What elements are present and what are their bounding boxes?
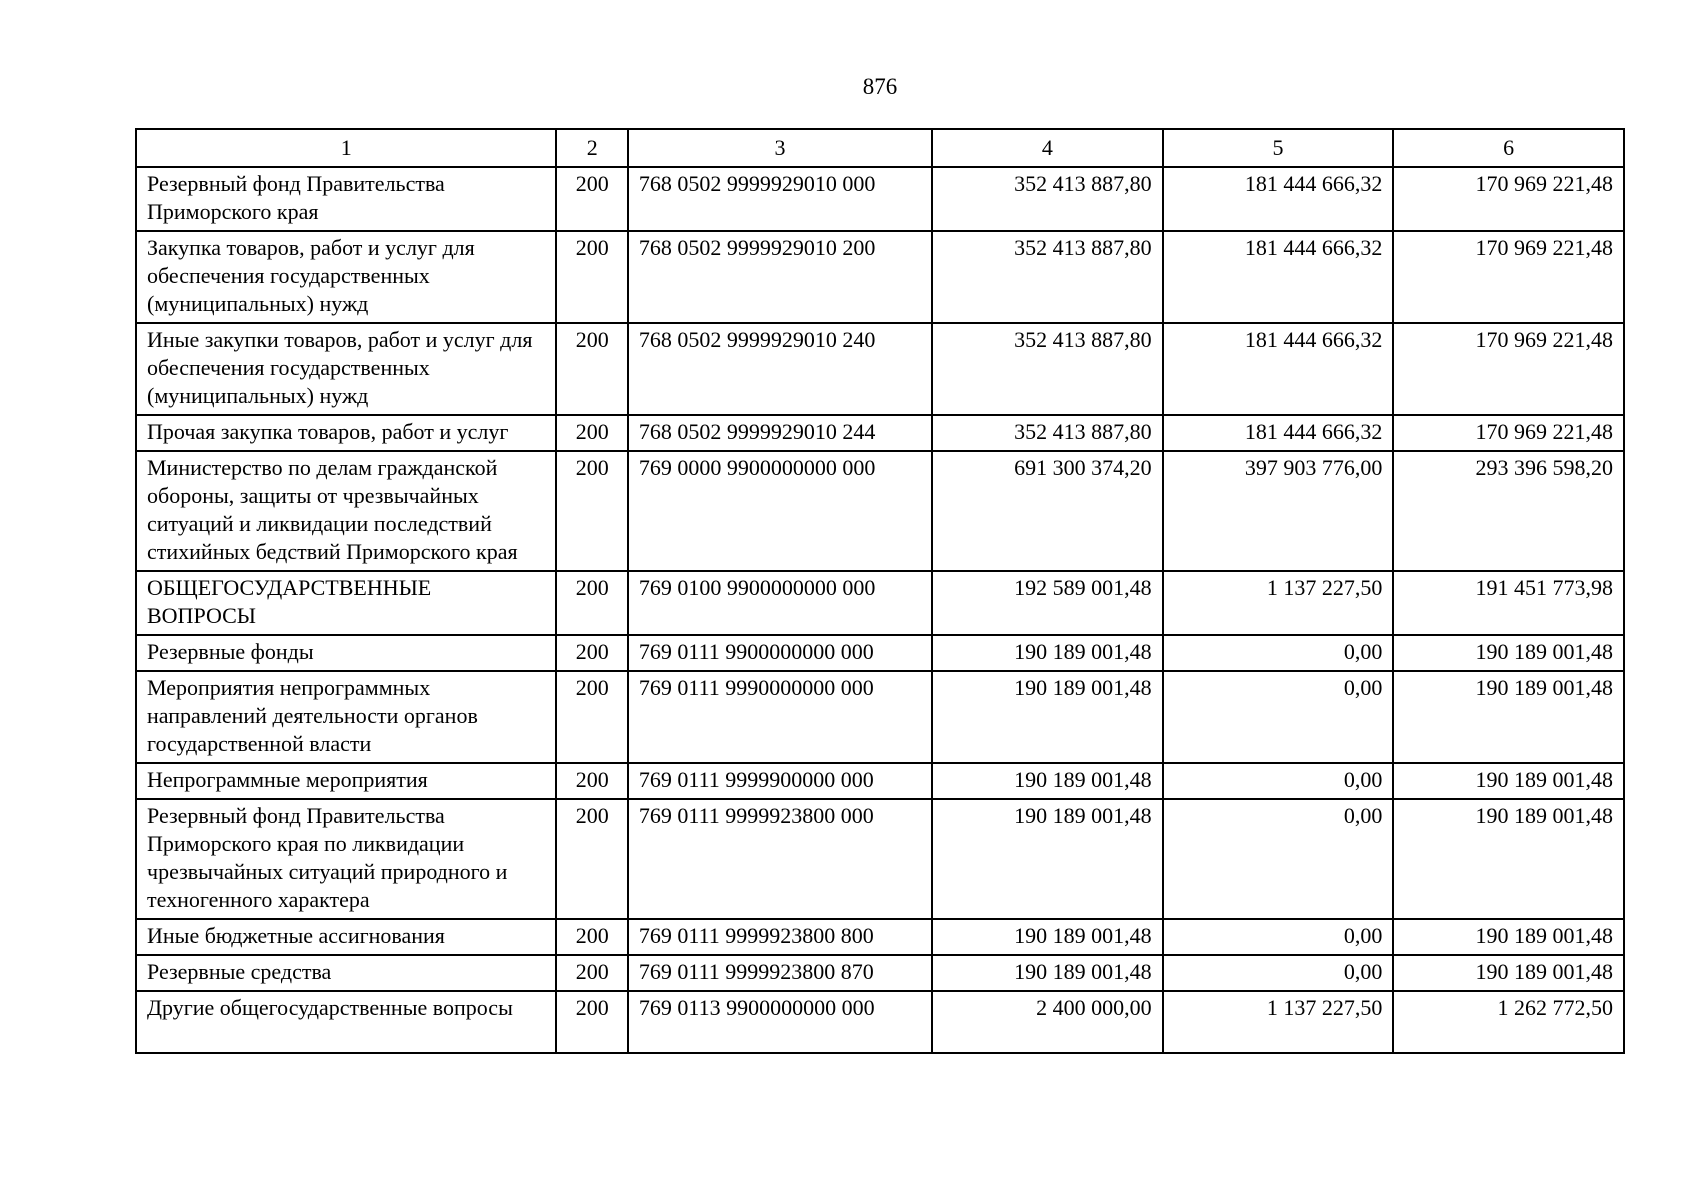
row-value-6: 1 262 772,50 xyxy=(1393,991,1624,1053)
column-header: 1 xyxy=(136,129,556,167)
table-row xyxy=(136,635,1624,671)
row-kbk: 769 0113 9900000000 000 xyxy=(628,991,932,1053)
table-row xyxy=(136,571,1624,635)
row-code: 200 xyxy=(556,571,627,635)
row-code: 200 xyxy=(556,919,627,955)
page-number: 876 xyxy=(862,74,898,99)
row-value-5: 397 903 776,00 xyxy=(1163,451,1394,571)
row-value-4: 190 189 001,48 xyxy=(932,955,1163,991)
row-name: Резервный фонд Правительства Приморского края xyxy=(136,167,556,231)
column-header: 2 xyxy=(556,129,627,167)
row-name: Иные бюджетные ассигнования xyxy=(136,919,556,955)
table-row xyxy=(136,231,1624,323)
row-value-6: 191 451 773,98 xyxy=(1393,571,1624,635)
row-value-5: 0,00 xyxy=(1163,955,1394,991)
row-value-6: 190 189 001,48 xyxy=(1393,635,1624,671)
row-value-6: 190 189 001,48 xyxy=(1393,955,1624,991)
row-kbk: 769 0000 9900000000 000 xyxy=(628,451,932,571)
table-row xyxy=(136,991,1624,1053)
table-row xyxy=(136,763,1624,799)
row-name: Другие общегосударственные вопросы xyxy=(136,991,556,1053)
column-header: 6 xyxy=(1393,129,1624,167)
row-code: 200 xyxy=(556,671,627,763)
row-value-4: 352 413 887,80 xyxy=(932,323,1163,415)
row-value-6: 190 189 001,48 xyxy=(1393,799,1624,919)
row-value-4: 190 189 001,48 xyxy=(932,763,1163,799)
row-value-4: 352 413 887,80 xyxy=(932,231,1163,323)
table-row xyxy=(136,415,1624,451)
row-code: 200 xyxy=(556,167,627,231)
row-value-6: 293 396 598,20 xyxy=(1393,451,1624,571)
row-kbk: 769 0100 9900000000 000 xyxy=(628,571,932,635)
table-row xyxy=(136,323,1624,415)
row-kbk: 769 0111 9999900000 000 xyxy=(628,763,932,799)
table-row xyxy=(136,955,1624,991)
row-value-4: 192 589 001,48 xyxy=(932,571,1163,635)
table-row xyxy=(136,799,1624,919)
row-code: 200 xyxy=(556,991,627,1053)
row-kbk: 768 0502 9999929010 244 xyxy=(628,415,932,451)
row-value-6: 170 969 221,48 xyxy=(1393,323,1624,415)
row-kbk: 769 0111 9990000000 000 xyxy=(628,671,932,763)
row-name: Резервный фонд Правительства Приморского края по ликвидации чрезвычайных ситуаций природного и техногенного характера xyxy=(136,799,556,919)
row-value-4: 691 300 374,20 xyxy=(932,451,1163,571)
table-row xyxy=(136,919,1624,955)
row-value-5: 1 137 227,50 xyxy=(1163,571,1394,635)
row-value-4: 190 189 001,48 xyxy=(932,799,1163,919)
table-row xyxy=(136,167,1624,231)
row-name: Иные закупки товаров, работ и услуг для обеспечения государственных (муниципальных) нужд xyxy=(136,323,556,415)
row-value-4: 190 189 001,48 xyxy=(932,919,1163,955)
row-name: Министерство по делам гражданской обороны, защиты от чрезвычайных ситуаций и ликвидации последствий стихийных бедствий Приморского края xyxy=(136,451,556,571)
row-value-5: 0,00 xyxy=(1163,635,1394,671)
row-value-5: 0,00 xyxy=(1163,799,1394,919)
row-name: Резервные средства xyxy=(136,955,556,991)
row-value-6: 190 189 001,48 xyxy=(1393,919,1624,955)
row-kbk: 768 0502 9999929010 000 xyxy=(628,167,932,231)
row-name: Мероприятия непрограммных направлений деятельности органов государственной власти xyxy=(136,671,556,763)
row-code: 200 xyxy=(556,635,627,671)
row-kbk: 768 0502 9999929010 200 xyxy=(628,231,932,323)
row-value-4: 190 189 001,48 xyxy=(932,635,1163,671)
row-value-4: 2 400 000,00 xyxy=(932,991,1163,1053)
row-value-4: 190 189 001,48 xyxy=(932,671,1163,763)
column-header: 4 xyxy=(932,129,1163,167)
row-code: 200 xyxy=(556,955,627,991)
row-value-6: 190 189 001,48 xyxy=(1393,671,1624,763)
row-value-6: 170 969 221,48 xyxy=(1393,415,1624,451)
row-code: 200 xyxy=(556,451,627,571)
row-kbk: 769 0111 9999923800 870 xyxy=(628,955,932,991)
row-kbk: 769 0111 9999923800 800 xyxy=(628,919,932,955)
header-row xyxy=(136,129,1624,167)
row-value-5: 0,00 xyxy=(1163,919,1394,955)
row-code: 200 xyxy=(556,763,627,799)
table-row xyxy=(136,451,1624,571)
row-kbk: 768 0502 9999929010 240 xyxy=(628,323,932,415)
row-value-6: 190 189 001,48 xyxy=(1393,763,1624,799)
row-value-6: 170 969 221,48 xyxy=(1393,231,1624,323)
row-value-4: 352 413 887,80 xyxy=(932,415,1163,451)
row-name: Резервные фонды xyxy=(136,635,556,671)
row-value-5: 181 444 666,32 xyxy=(1163,323,1394,415)
row-value-6: 170 969 221,48 xyxy=(1393,167,1624,231)
row-code: 200 xyxy=(556,799,627,919)
row-value-4: 352 413 887,80 xyxy=(932,167,1163,231)
row-value-5: 181 444 666,32 xyxy=(1163,415,1394,451)
row-kbk: 769 0111 9900000000 000 xyxy=(628,635,932,671)
row-value-5: 0,00 xyxy=(1163,763,1394,799)
table-row xyxy=(136,671,1624,763)
row-code: 200 xyxy=(556,231,627,323)
row-value-5: 1 137 227,50 xyxy=(1163,991,1394,1053)
row-value-5: 181 444 666,32 xyxy=(1163,167,1394,231)
row-name: Непрограммные мероприятия xyxy=(136,763,556,799)
budget-table xyxy=(135,128,1625,1054)
row-code: 200 xyxy=(556,323,627,415)
column-header: 5 xyxy=(1163,129,1394,167)
row-name: Закупка товаров, работ и услуг для обеспечения государственных (муниципальных) нужд xyxy=(136,231,556,323)
row-name: Прочая закупка товаров, работ и услуг xyxy=(136,415,556,451)
row-kbk: 769 0111 9999923800 000 xyxy=(628,799,932,919)
row-value-5: 0,00 xyxy=(1163,671,1394,763)
row-value-5: 181 444 666,32 xyxy=(1163,231,1394,323)
column-header: 3 xyxy=(628,129,932,167)
row-name: ОБЩЕГОСУДАРСТВЕННЫЕ ВОПРОСЫ xyxy=(136,571,556,635)
row-code: 200 xyxy=(556,415,627,451)
